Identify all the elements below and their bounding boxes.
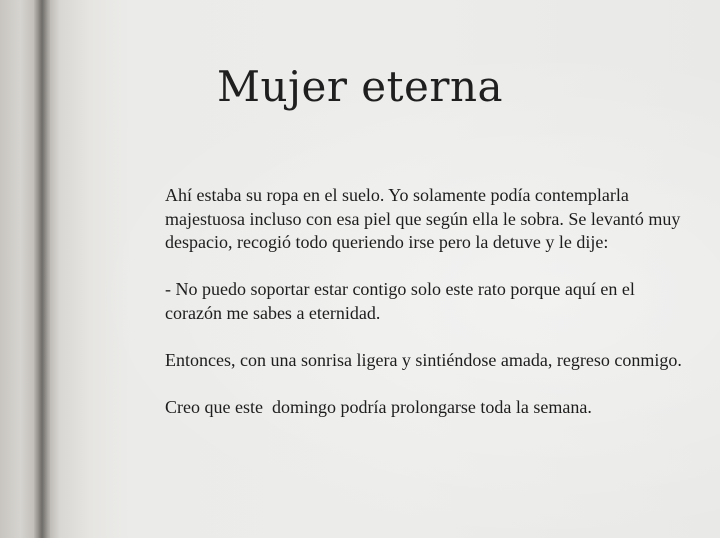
paragraph-1: Ahí estaba su ropa en el suelo. Yo solamente podía contemplarla majestuosa incluso con esa piel que según ella le sobra. Se levantó muy despacio, recogió todo queriendo irse pero la detuve y le dije: [165, 185, 685, 252]
paragraph-4: Creo que este domingo podría prolongarse toda la semana. [165, 396, 592, 417]
body-text [165, 184, 685, 443]
paragraph-2: - No puedo soportar estar contigo solo este rato porque aquí en el corazón me sabes a eternidad. [165, 279, 640, 323]
book-spine-shadow [34, 0, 50, 538]
paragraph-3: Entonces, con una sonrisa ligera y sintiéndose amada, regreso conmigo. [165, 349, 682, 370]
page-title: Mujer eterna [216, 62, 504, 111]
facing-page-edge [0, 0, 34, 538]
